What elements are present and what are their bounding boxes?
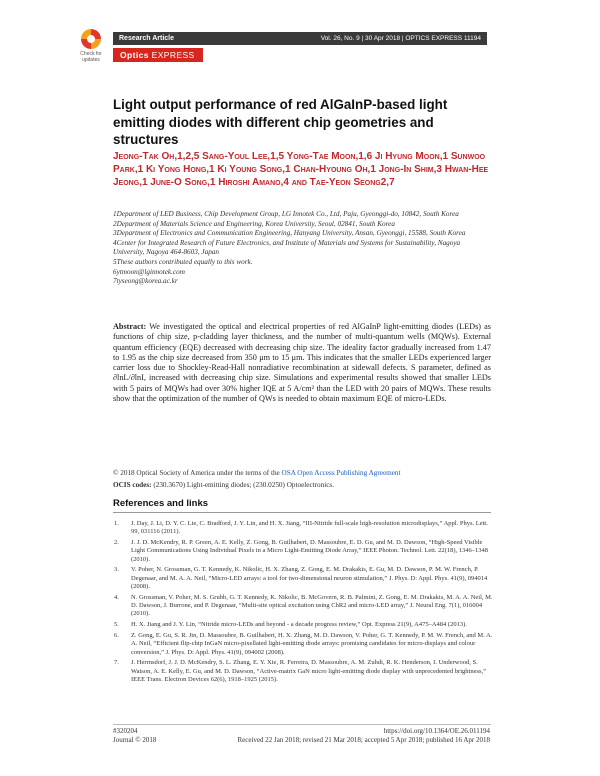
affiliation-1: 1Department of LED Business, Chip Development Group, LG Innotek Co., Ltd, Paju, Gyeonggi-do, 10842, South Korea (113, 210, 459, 218)
affiliation-3: 3Department of Electronics and Communication Engineering, Hanyang University, Ansan, Gyeonggi, 15588, South Korea (113, 229, 466, 238)
article-id: #320204 (113, 727, 138, 735)
footer-right (237, 727, 490, 745)
publication-dates: Received 22 Jan 2018; revised 21 Mar 2018; accepted 5 Apr 2018; published 16 Apr 2018 (237, 736, 490, 744)
journal-info: Vol. 26, No. 9 | 30 Apr 2018 | OPTICS EXPRESS 11194 (320, 35, 481, 42)
abstract (113, 322, 491, 404)
footer-divider (113, 724, 491, 725)
reference-number: 6. (114, 632, 119, 640)
check-for-updates-badge[interactable] (76, 29, 106, 63)
abstract-label: Abstract: (113, 322, 147, 331)
reference-item (113, 621, 493, 629)
brand-word-2: EXPRESS (151, 50, 195, 60)
ocis-codes (113, 481, 491, 490)
ocis-text: (230.3670) Light-emitting diodes; (230.0250) Optoelectronics. (153, 481, 334, 489)
abstract-text: We investigated the optical and electrical properties of red AlGaInP light-emitting diodes (LEDs) as functions of chip size, p-cladding layer thickness, and the number of multi-quantum wells (MQWs). External quantum efficiency (EQE) decreased with decreasing chip size. The ideality factor gradually increased from 1.47 to 1.95 as the chip size decreased from 350 μm to 15 μm. This indicates that the smaller LEDs experienced larger carrier loss due to Shockley-Read-Hall nonradiative recombination at sidewall defects. S parameter, defined as ∂lnL/∂lnI, increased with decreasing chip size. Simulations and experimental results showed that smaller LEDs with 5 pairs of MQWs had over 30% higher IQE at 5 A/cm² than the LED with 20 pairs of MQWs. These results show that the optimization of the number of QWs is needed to obtain maximum EQE of micro-LEDs. (113, 322, 491, 404)
reference-item (113, 632, 493, 657)
reference-item (113, 520, 493, 537)
article-title: Light output performance of red AlGaInP-based light emitting diodes with different chip geometries and structures (113, 97, 448, 147)
reference-number: 5. (114, 621, 119, 629)
journal-copyright: Journal © 2018 (113, 736, 157, 744)
reference-text: H. X. Jiang and J. Y. Lin, “Nitride micro-LEDs and beyond - a decade progress review,” Opt. Express 21(9), A475–A484 (2013). (131, 621, 467, 629)
footer-left (113, 727, 156, 745)
reference-text: Z. Gong, E. Gu, S. R. Jin, D. Massoubre, B. Guilhabert, H. X. Zhang, M. D. Dawson, V. Poher, G. T. Kennedy, P. M. W. French, and M. A. A. Neil, “Efficient flip-chip InGaN micro-pixellated light-emitting diode arrays: promising candidates for micro-displays and colour conversion,” J. Phys. D: Appl. Phys. 41(9), 094002 (2008). (131, 632, 493, 656)
reference-text: J. J. D. McKendry, R. P. Green, A. E. Kelly, Z. Gong, B. Guilhabert, D. Massoubre, E. D. Gu, and M. D. Dawson, “High-Speed Visible Light Communications Using Individual Pixels in a Micro Light-Emitting Diode Array,” IEEE Photon. Technol. Lett. 22(18), 1346–1348 (2010). (131, 539, 488, 563)
affiliation-4: 4Center for Integrated Research of Future Electronics, and Institute of Materials and Systems for Sustainability, Nagoya University, Nagoya 464-8603, Japan (113, 238, 461, 257)
affiliation-2: 2Department of Materials Science and Engineering, Korea University, Seoul, 02841, South Korea (113, 219, 395, 228)
reference-list (113, 520, 493, 687)
reference-item (113, 539, 493, 564)
journal-header-bar (113, 32, 487, 45)
affiliations (113, 210, 493, 287)
reference-text: J. Day, J. Li, D. Y. C. Lie, C. Bradford, J. Y. Lin, and H. X. Jiang, “III-Nitride full-scale high-resolution microdisplays,” Appl. Phys. Lett. 99, 031116 (2011). (131, 520, 488, 536)
article-type: Research Article (119, 35, 174, 42)
reference-item (113, 659, 493, 684)
journal-brand (113, 48, 203, 62)
affiliation-5: 5These authors contributed equally to this work. (113, 257, 253, 266)
brand-word-1: Optics (120, 50, 149, 60)
check-for-updates-label: Check for updates (80, 51, 102, 63)
email-2[interactable]: 7tyseong@korea.ac.kr (113, 277, 178, 286)
reference-item (113, 594, 493, 619)
reference-text: V. Poher, N. Grossman, G. T. Kennedy, K. Nikolic, H. X. Zhang, Z. Gong, E. M. Drakakis, E. Gu, M. D. Dawson, P. M. W. French, P. Degenaar, and M. A. A. Neil, “Micro-LED arrays: a tool for two-dimensional neuron stimulation,” J. Phys. D: Appl. Phys. 41(9), 094014 (2008). (131, 566, 488, 591)
open-access-link[interactable]: OSA Open Access Publishing Agreement (281, 469, 401, 477)
doi-link[interactable]: https://doi.org/10.1364/OE.26.011194 (383, 727, 490, 735)
reference-number: 2. (114, 539, 119, 547)
reference-text: N. Grossman, V. Poher, M. S. Grubb, G. T. Kennedy, K. Nikolic, B. McGovern, R. B. Palmini, Z. Gong, E. M. Drakakis, M. A. A. Neil, M. D. Dawson, J. Burrone, and P. Degenaar, “Multi-site optical excitation using ChR2 and micro-LED array,” J. Neural Eng. 7(1), 016004 (2010). (131, 593, 493, 618)
copyright-notice (113, 469, 491, 478)
ocis-label: OCIS codes: (113, 481, 152, 489)
reference-number: 1. (114, 520, 119, 527)
references-heading: References and links (113, 498, 491, 513)
reference-item (113, 566, 493, 591)
copyright-text: © 2018 Optical Society of America under the terms of the (113, 469, 282, 477)
journal-brand-text (120, 49, 195, 61)
author-list: Jeong-Tak Oh,1,2,5 Sang-Youl Lee,1,5 Yong-Tae Moon,1,6 Ji Hyung Moon,1 Sunwoo Park,1 Ki Yong Hong,1 Ki Young Song,1 Chan-Hyoung Oh,1 Jong-In Shim,3 Hwan-Hee Jeong,1 June-O Song,1 Hiroshi Amano,4 and Tae-Yeon Seong2,7 (113, 151, 489, 189)
reference-text: J. Herrnsdorf, J. J. D. McKendry, S. L. Zhang, E. Y. Xie, R. Ferreira, D. Massoubre, A. M. Zuhdi, R. K. Henderson, I. Underwood, S. Watson, A. E. Kelly, E. Gu, and M. D. Dawson, “Active-matrix GaN micro light-emitting diode display with unprecedented brightness,” IEEE Trans. Electron Devices 62(6), 1918–1925 (2015). (131, 659, 487, 684)
reference-number: 7. (114, 659, 119, 667)
email-1[interactable]: 6ytmoon@lginnotek.com (113, 267, 185, 276)
reference-number: 3. (114, 566, 119, 574)
reference-number: 4. (114, 593, 119, 601)
check-for-updates-icon (81, 29, 101, 49)
